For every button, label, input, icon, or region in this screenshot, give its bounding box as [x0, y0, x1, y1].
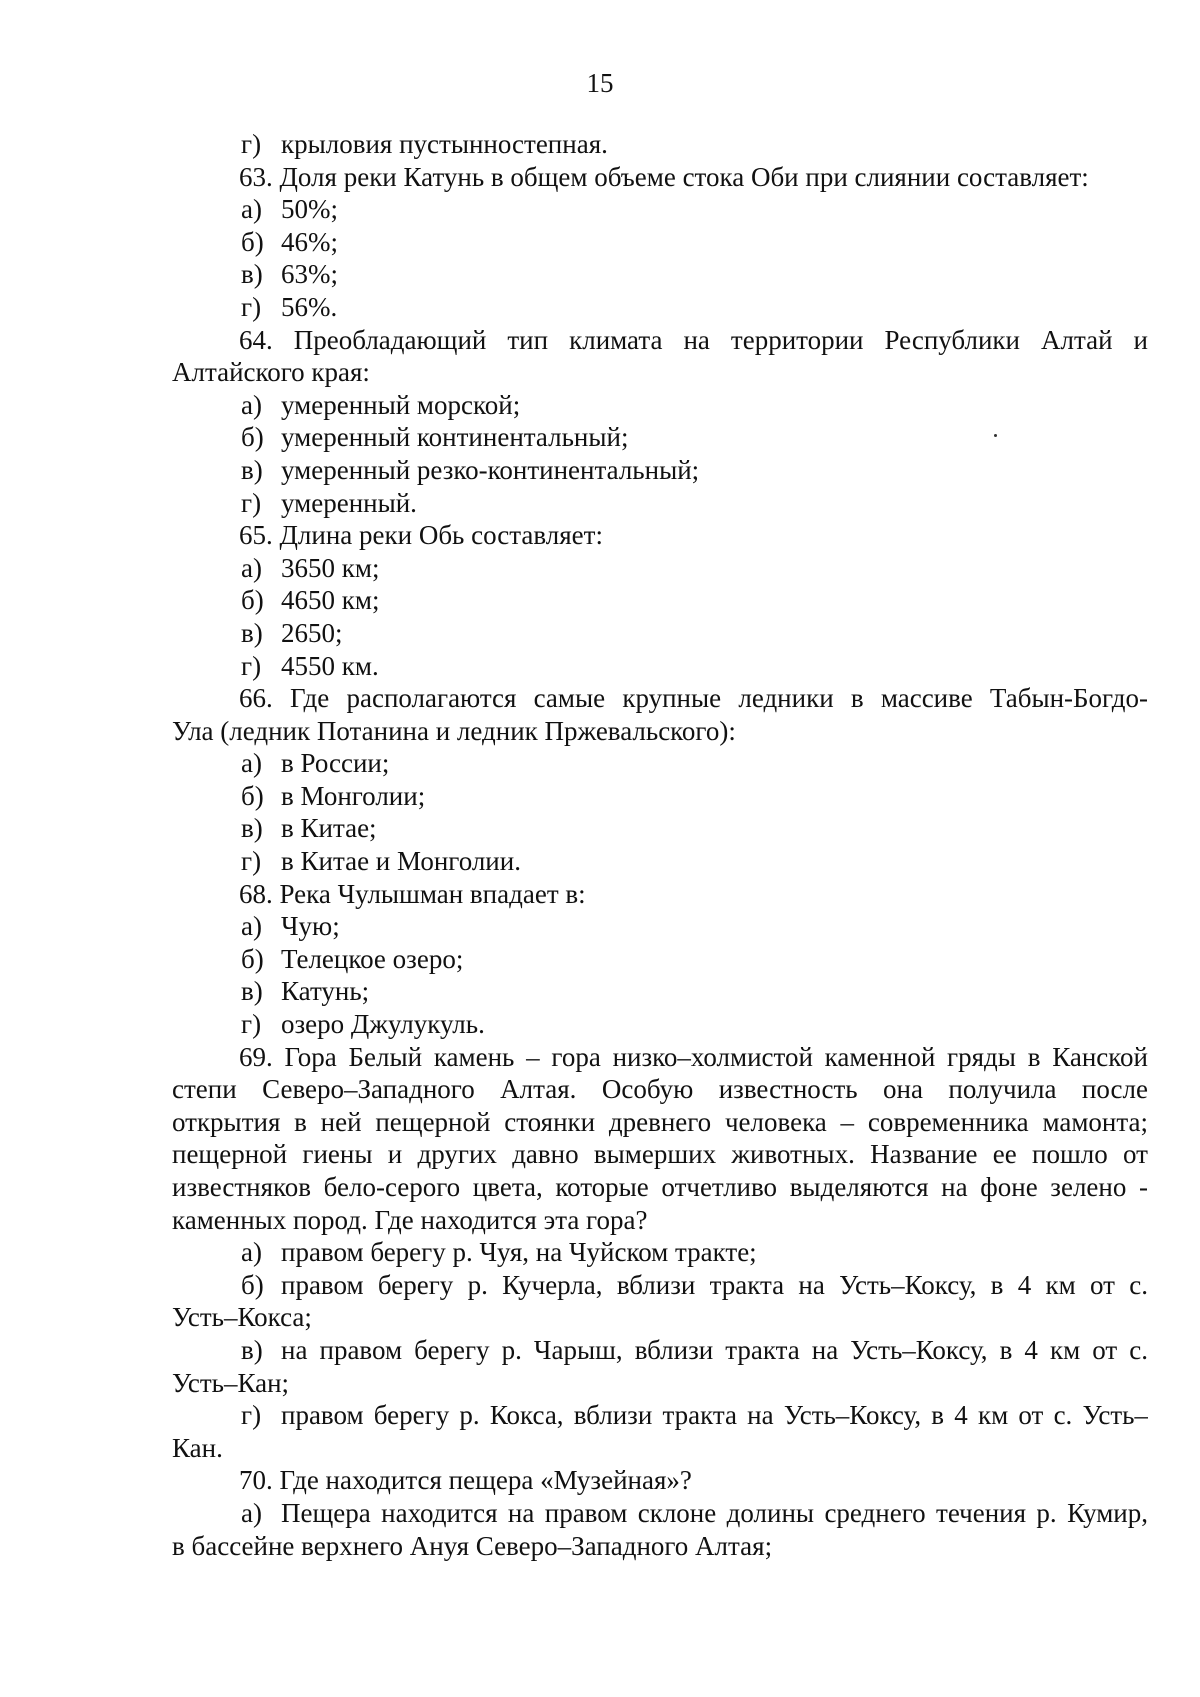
- page-number: 15: [586, 68, 614, 98]
- option-text: озеро Джулукуль.: [281, 1009, 485, 1040]
- option-label: г): [241, 291, 262, 322]
- option-text: правом берегу р. Кучерла, вблизи тракта на Усть–Коксу, в 4 км от с.: [281, 1269, 1148, 1300]
- answer-option: [172, 1008, 1148, 1041]
- option-text: умеренный резко-континентальный;: [281, 454, 700, 485]
- text-line: пещерной гиены и других давно вымерших животных. Название ее пошло от: [172, 1139, 1148, 1170]
- question-line: 68. Река Чулышман впадает в:: [239, 878, 586, 909]
- option-label: г): [241, 1009, 262, 1040]
- option-text: в Монголии;: [281, 780, 426, 811]
- text-line: каменных пород. Где находится эта гора?: [172, 1204, 648, 1235]
- option-text: 4650 км;: [281, 585, 380, 616]
- option-label: г): [241, 487, 262, 518]
- answer-option: [172, 128, 1148, 161]
- option-label: б): [241, 780, 264, 811]
- option-text: умеренный континентальный;: [281, 422, 629, 453]
- option-label: а): [241, 911, 262, 942]
- option-text: 63%;: [281, 259, 338, 290]
- question-line: 63. Доля реки Катунь в общем объеме стока Оби при слиянии составляет:: [239, 161, 1089, 192]
- answer-option: [172, 780, 1148, 813]
- text-line: Усть–Кан;: [172, 1367, 290, 1398]
- answer-option: [172, 812, 1148, 845]
- answer-option: [172, 650, 1148, 683]
- answer-option: [172, 421, 1148, 454]
- option-label: в): [241, 617, 263, 648]
- option-label: в): [241, 454, 263, 485]
- answer-option: [172, 1269, 1148, 1302]
- option-text: Чую;: [281, 911, 340, 942]
- question-line: 70. Где находится пещера «Музейная»?: [239, 1465, 692, 1496]
- answer-option: [172, 1334, 1148, 1367]
- answer-option: [172, 584, 1148, 617]
- option-text: в Китае и Монголии.: [281, 846, 521, 877]
- answer-option: [172, 845, 1148, 878]
- text-line: в бассейне верхнего Ануя Северо–Западного Алтая;: [172, 1530, 773, 1561]
- option-text: в Китае;: [281, 813, 377, 844]
- answer-option: [172, 910, 1148, 943]
- option-label: в): [241, 1334, 263, 1365]
- option-label: в): [241, 259, 263, 290]
- option-text: 56%.: [281, 291, 338, 322]
- option-text: 2650;: [281, 617, 343, 648]
- answer-option: [172, 617, 1148, 650]
- option-text: Катунь;: [281, 976, 370, 1007]
- option-label: в): [241, 813, 263, 844]
- answer-option: [172, 389, 1148, 422]
- answer-option: [172, 193, 1148, 226]
- answer-option: [172, 1399, 1148, 1432]
- option-text: 50%;: [281, 194, 338, 225]
- text-line: Ула (ледник Потанина и ледник Пржевальского):: [172, 715, 736, 746]
- answer-option: [172, 454, 1148, 487]
- answer-option: [172, 258, 1148, 291]
- answer-option: [172, 487, 1148, 520]
- option-label: б): [241, 585, 264, 616]
- text-line: Алтайского края:: [172, 357, 370, 388]
- option-text: умеренный.: [281, 487, 417, 518]
- answer-option: [172, 552, 1148, 585]
- option-text: 3650 км;: [281, 552, 380, 583]
- answer-option: [172, 943, 1148, 976]
- option-label: а): [241, 748, 262, 779]
- option-label: а): [241, 194, 262, 225]
- text-line: Усть–Кокса;: [172, 1302, 312, 1333]
- answer-option: [172, 1236, 1148, 1269]
- option-label: г): [241, 1400, 262, 1431]
- answer-option: [172, 975, 1148, 1008]
- question-line: 65. Длина реки Обь составляет:: [239, 520, 603, 551]
- option-label: б): [241, 422, 264, 453]
- option-label: б): [241, 226, 264, 257]
- option-label: г): [241, 650, 262, 681]
- question-line: 66. Где располагаются самые крупные ледники в массиве Табын-Богдо-: [239, 683, 1148, 714]
- answer-option: [172, 226, 1148, 259]
- option-label: б): [241, 943, 264, 974]
- text-line: известняков бело-серого цвета, которые отчетливо выделяются на фоне зелено -: [172, 1172, 1148, 1202]
- option-label: б): [241, 1269, 264, 1300]
- option-label: а): [241, 389, 262, 420]
- option-label: г): [241, 846, 262, 877]
- question-line: 64. Преобладающий тип климата на территории Республики Алтай и: [239, 324, 1148, 355]
- answer-option: [172, 747, 1148, 780]
- option-label: а): [241, 1497, 262, 1528]
- text-line: Кан.: [172, 1432, 223, 1463]
- option-text: Телецкое озеро;: [281, 943, 464, 974]
- option-text: правом берегу р. Чуя, на Чуйском тракте;: [281, 1237, 757, 1268]
- option-text: в России;: [281, 748, 390, 779]
- option-label: а): [241, 552, 262, 583]
- option-text: правом берегу р. Кокса, вблизи тракта на Усть–Коксу, в 4 км от с. Усть–: [281, 1400, 1148, 1431]
- document-body: [172, 128, 1148, 1562]
- text-line: степи Северо–Западного Алтая. Особую известность она получила после: [172, 1074, 1148, 1105]
- option-label: а): [241, 1237, 262, 1268]
- answer-option: [172, 1497, 1148, 1530]
- question-line: 69. Гора Белый камень – гора низко–холмистой каменной гряды в Канской: [239, 1041, 1148, 1072]
- option-text: умеренный морской;: [281, 389, 521, 420]
- option-text: крыловия пустынностепная.: [281, 129, 608, 159]
- text-line: открытия в ней пещерной стоянки древнего человека – современника мамонта;: [172, 1106, 1148, 1137]
- option-text: на правом берегу р. Чарыш, вблизи тракта на Усть–Коксу, в 4 км от с.: [281, 1334, 1148, 1365]
- answer-option: [172, 291, 1148, 324]
- option-text: 46%;: [281, 226, 338, 257]
- option-label: в): [241, 976, 263, 1007]
- option-label: г): [241, 129, 262, 159]
- option-text: Пещера находится на правом склоне долины среднего течения р. Кумир,: [281, 1497, 1148, 1528]
- option-text: 4550 км.: [281, 650, 379, 681]
